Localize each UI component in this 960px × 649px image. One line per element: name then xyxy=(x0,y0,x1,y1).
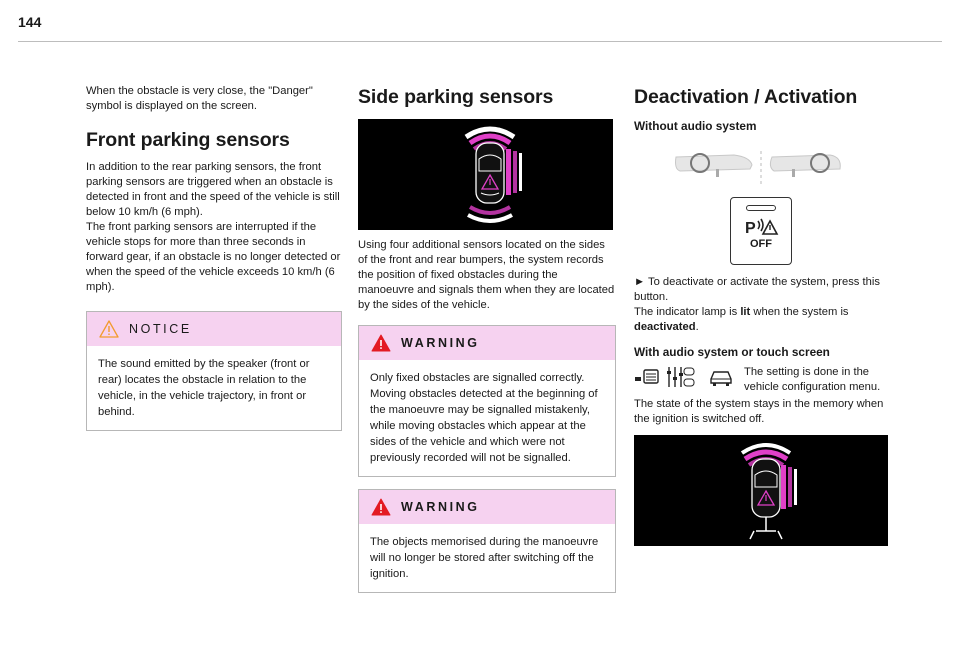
warning-2-text: The objects memorised during the manoeuvre will no longer be stored after switching off the ignition. xyxy=(370,536,599,580)
warning-1-label: WARNING xyxy=(401,336,480,350)
sensor-status-diagram xyxy=(634,435,888,546)
with-audio-subheading: With audio system or touch screen xyxy=(634,345,830,359)
warning-2-header xyxy=(359,490,615,524)
page-number: 144 xyxy=(18,14,42,30)
warning-triangle-icon xyxy=(371,334,391,352)
notice-label: NOTICE xyxy=(129,322,192,336)
warning-1-header xyxy=(359,326,615,360)
memory-paragraph: The state of the system stays in the memory when the ignition is switched off. xyxy=(634,398,884,425)
svg-text:P: P xyxy=(745,220,756,237)
header-divider xyxy=(18,41,942,42)
side-sensors-heading: Side parking sensors xyxy=(358,86,554,108)
notice-triangle-icon xyxy=(99,320,119,338)
car-sensor-illustration xyxy=(358,119,613,230)
step-marker: ► xyxy=(634,276,646,288)
dashboard-location-illustration xyxy=(634,147,888,189)
without-audio-subheading: Without audio system xyxy=(634,119,757,133)
warning-1-text: Only fixed obstacles are signalled correctly. Moving obstacles detected at the beginning of the manoeuvre may be signalled mistakenly, while moving obstacles which appear at the sides of the vehicle and which were not previously recorded will not be signalled. xyxy=(370,372,598,464)
warning-triangle-icon xyxy=(371,498,391,516)
front-sensors-paragraph-2: The front parking sensors are interrupted if the vehicle stops for more than three seconds in forward gear, if an obstacle is no longer detected or when the speed of the vehicle exceeds 10 km/h (6 mph). xyxy=(86,221,341,293)
indicator-paragraph: The indicator lamp is lit when the system is deactivated. xyxy=(634,306,849,333)
front-sensors-paragraph-1: In addition to the rear parking sensors, the front parking sensors are triggered when an obstacle is detected in front and the speed of the vehicle is still below 10 km/h (6 mph). xyxy=(86,161,340,218)
intro-paragraph: When the obstacle is very close, the "Danger" symbol is displayed on the screen. xyxy=(86,85,313,112)
screen-menu-icon xyxy=(634,367,660,387)
off-label: OFF xyxy=(750,238,772,250)
warning-box-1 xyxy=(358,325,616,477)
menu-icons xyxy=(634,365,744,389)
front-sensors-heading: Front parking sensors xyxy=(86,129,290,151)
side-sensors-diagram xyxy=(358,119,613,230)
vehicle-config-icon xyxy=(708,367,734,387)
column-left xyxy=(86,84,342,431)
warning-2-label: WARNING xyxy=(401,500,480,514)
side-sensors-paragraph: Using four additional sensors located on the sides of the front and rear bumpers, the system records the position of fixed obstacles during the manoeuvre and signals them when they are located by the sides of the vehicle. xyxy=(358,239,615,311)
warning-2-body xyxy=(359,524,615,592)
notice-text: The sound emitted by the speaker (front or rear) locates the obstacle in relation to the vehicle, in the vehicle trajectory, in front or behind. xyxy=(98,358,310,418)
park-sensor-off-button[interactable] xyxy=(730,197,792,265)
notice-box xyxy=(86,311,342,431)
step-instruction: ► To deactivate or activate the system, press this button. xyxy=(634,276,880,303)
park-sensor-icon xyxy=(742,215,780,239)
car-sensor-illustration xyxy=(634,435,888,546)
notice-body xyxy=(87,346,341,430)
notice-header xyxy=(87,312,341,346)
column-right xyxy=(634,84,888,546)
indicator-lamp xyxy=(746,205,776,211)
warning-box-2 xyxy=(358,489,616,593)
settings-sliders-icon xyxy=(665,365,695,389)
column-middle xyxy=(358,84,616,593)
warning-1-body xyxy=(359,360,615,476)
setting-row xyxy=(634,365,888,395)
setting-text: The setting is done in the vehicle configuration menu. xyxy=(744,366,881,393)
deactivation-heading: Deactivation / Activation xyxy=(634,86,858,108)
